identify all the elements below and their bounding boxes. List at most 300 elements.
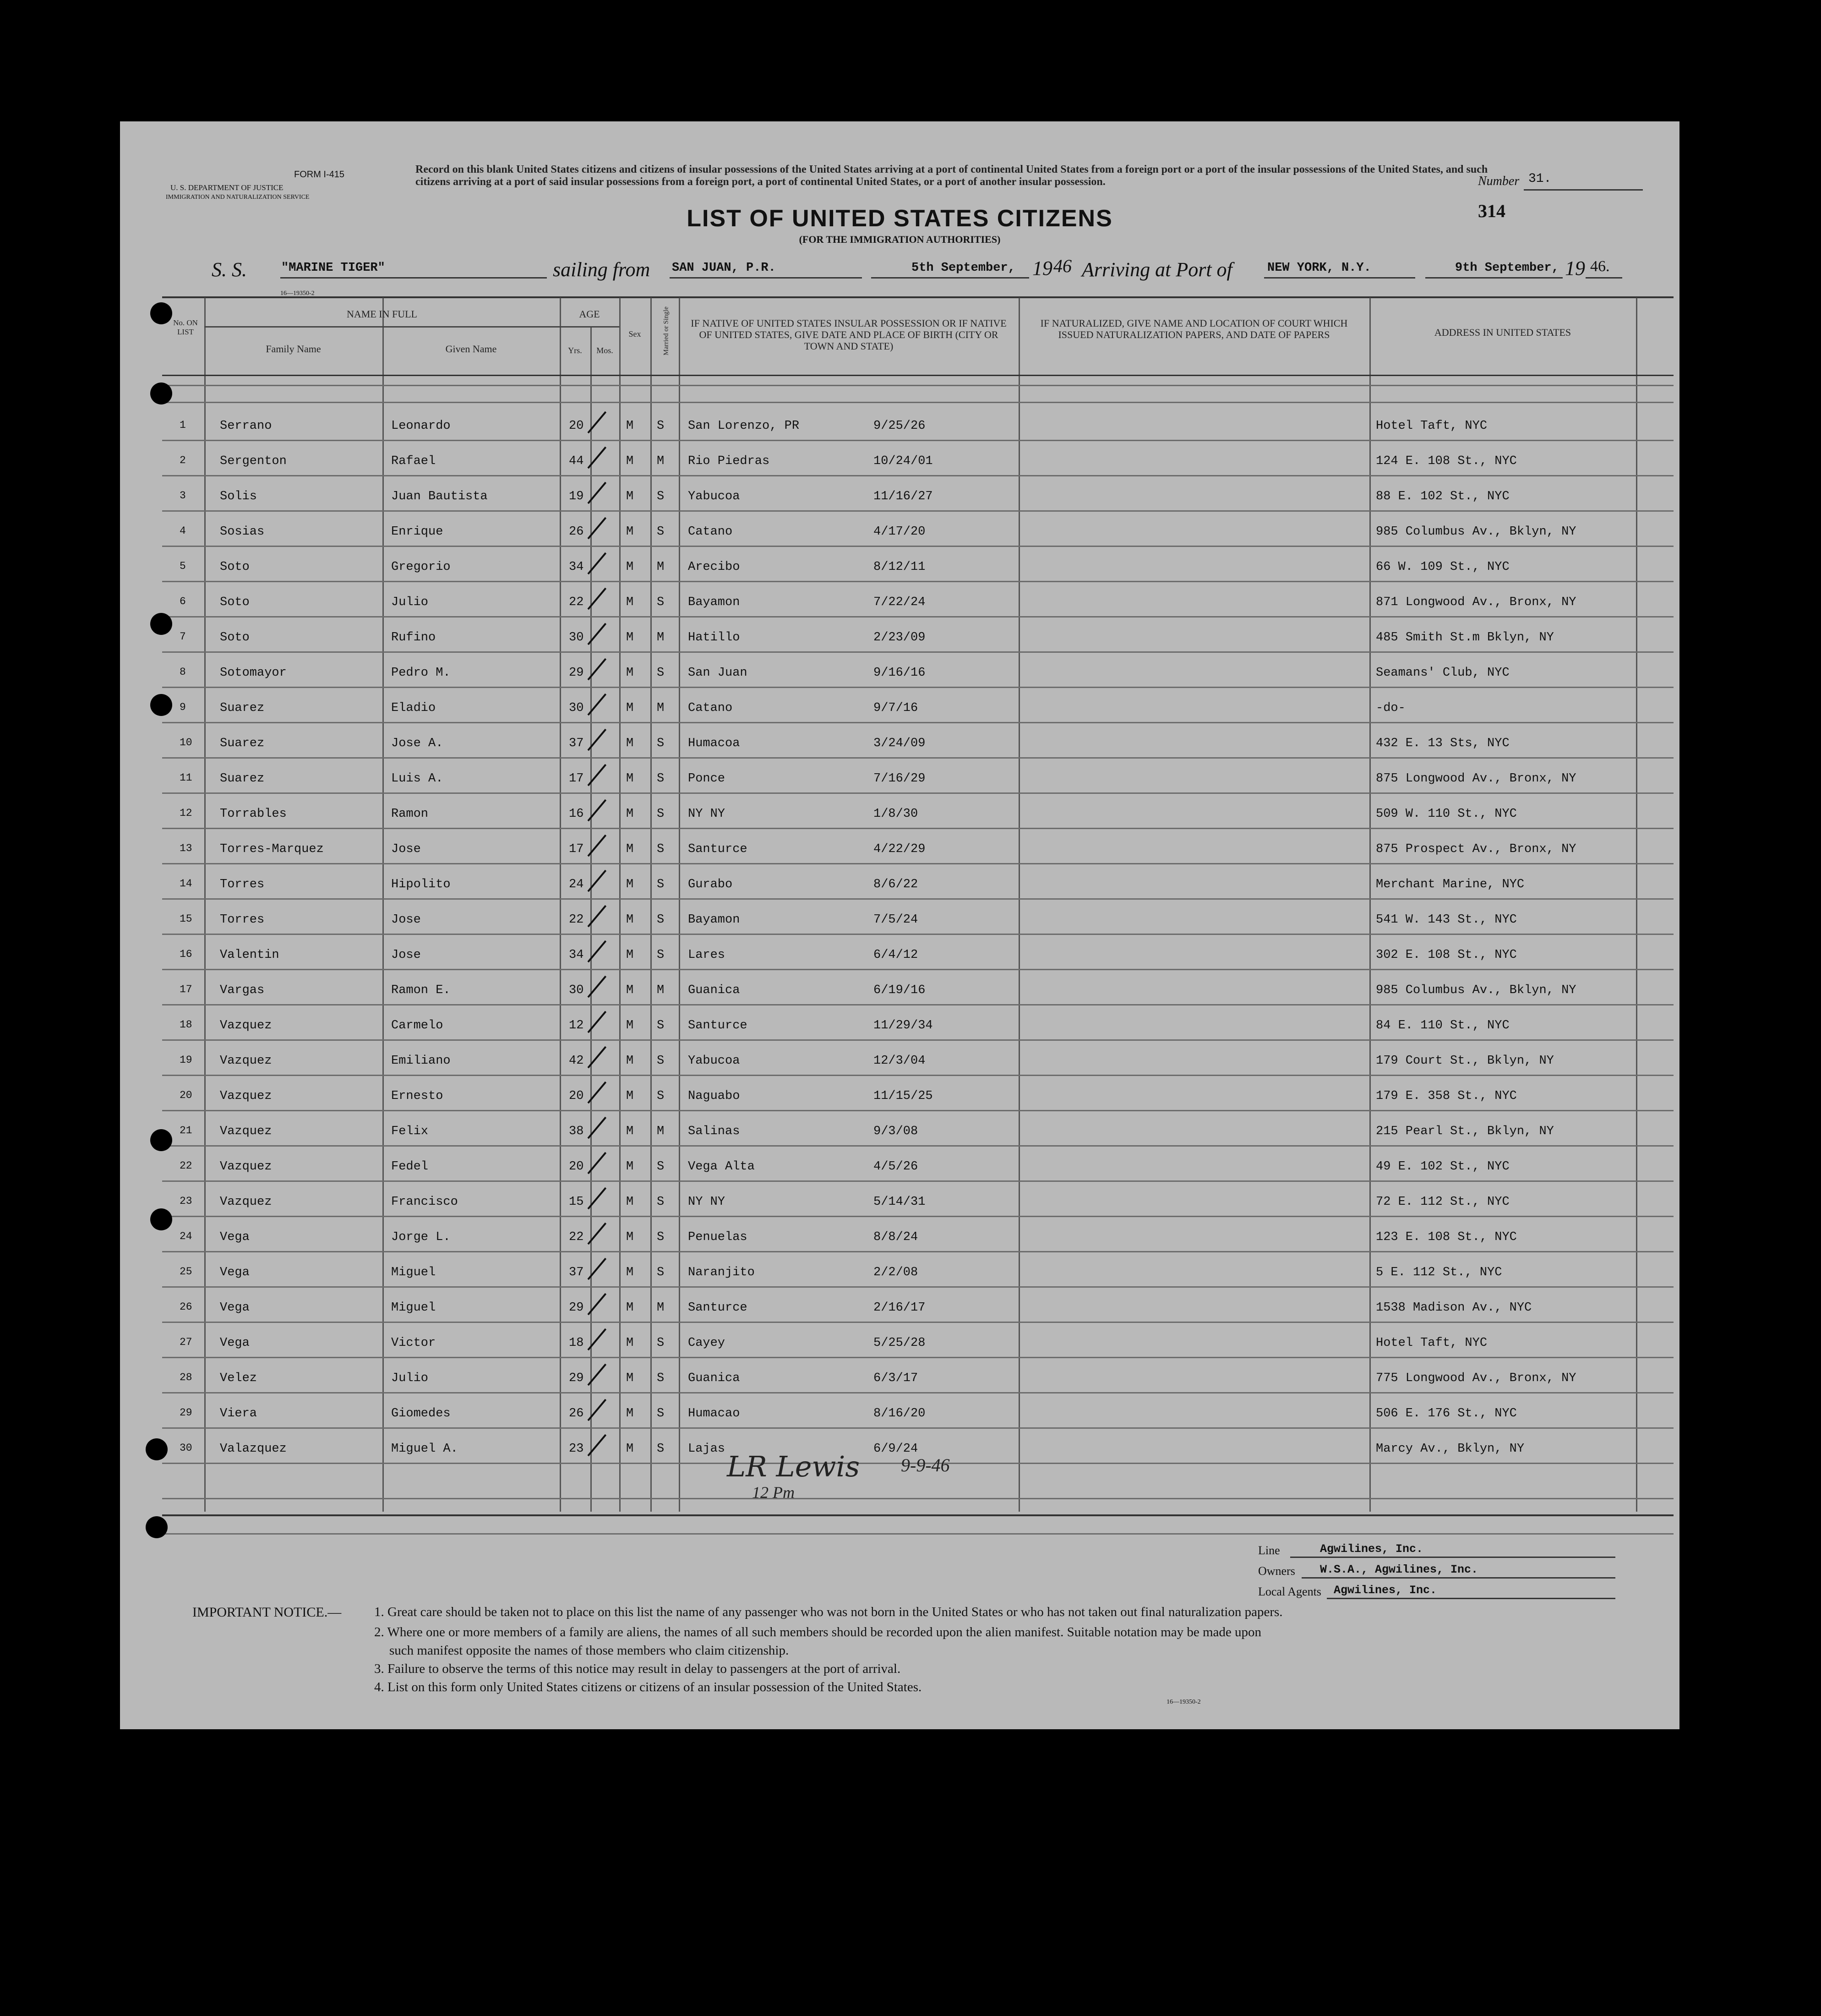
age-years: 15 [569, 1195, 584, 1209]
address: 5 E. 112 St., NYC [1376, 1266, 1502, 1279]
birth-place: Naguabo [688, 1089, 740, 1103]
depart-year: 46 [1053, 256, 1072, 276]
family-name: Vega [220, 1230, 250, 1244]
row-rule [162, 792, 1674, 794]
col-mos: Mos. [596, 346, 613, 355]
marital-status: M [657, 983, 665, 997]
family-name: Suarez [220, 772, 265, 786]
line-value: Agwilines, Inc. [1320, 1542, 1423, 1556]
sex: M [626, 1089, 634, 1103]
agents-label: Local Agents [1258, 1585, 1321, 1598]
row-rule [162, 934, 1674, 935]
age-years: 30 [569, 701, 584, 715]
family-name: Sotomayor [220, 666, 287, 680]
address: 985 Columbus Av., Bklyn, NY [1376, 983, 1576, 997]
birth-place: Bayamon [688, 596, 740, 609]
row-rule [162, 581, 1674, 582]
age-years: 29 [569, 666, 584, 680]
age-years: 42 [569, 1054, 584, 1068]
birth-place: Santurce [688, 842, 747, 856]
given-name: Julio [391, 1371, 429, 1385]
address: 509 W. 110 St., NYC [1376, 807, 1517, 821]
age-years: 22 [569, 1230, 584, 1244]
given-name: Miguel [391, 1266, 436, 1279]
punch-hole [150, 1129, 172, 1151]
col-naturalized: IF NATURALIZED, GIVE NAME AND LOCATION OF COURT WHICH ISSUED NATURALIZATION PAPERS, AND DATE OF PAPERS [1040, 317, 1348, 340]
address: Merchant Marine, NYC [1376, 878, 1525, 891]
given-name: Rufino [391, 631, 436, 645]
birth-place: Bayamon [688, 913, 740, 927]
form-code: 16—19350-2 [280, 290, 315, 297]
number-label: Number [1478, 174, 1520, 188]
sex: M [626, 1336, 634, 1350]
family-name: Soto [220, 631, 250, 645]
birth-date: 7/5/24 [873, 913, 918, 927]
given-name: Hipolito [391, 878, 451, 891]
marital-status: S [657, 419, 665, 433]
punch-hole [150, 1208, 172, 1230]
marital-status: S [657, 842, 665, 856]
sex: M [626, 878, 634, 891]
sex: M [626, 807, 634, 821]
marital-status: S [657, 1089, 665, 1103]
age-years: 37 [569, 1266, 584, 1279]
page-subtitle: (FOR THE IMMIGRATION AUTHORITIES) [799, 234, 1001, 245]
age-years: 38 [569, 1125, 584, 1138]
birth-date: 7/16/29 [873, 772, 926, 786]
sex: M [626, 631, 634, 645]
address: 775 Longwood Av., Bronx, NY [1376, 1371, 1576, 1385]
age-years: 26 [569, 1407, 584, 1420]
address: 66 W. 109 St., NYC [1376, 560, 1510, 574]
marital-status: S [657, 1442, 665, 1456]
age-years: 30 [569, 983, 584, 997]
row-number: 4 [180, 525, 186, 537]
punch-hole [150, 302, 172, 324]
row-number: 1 [180, 419, 186, 431]
age-years: 26 [569, 525, 584, 539]
row-number: 3 [180, 490, 186, 502]
row-number: 5 [180, 560, 186, 572]
row-number: 6 [180, 596, 186, 607]
given-name: Eladio [391, 701, 436, 715]
family-name: Sosias [220, 525, 265, 539]
address: Seamans' Club, NYC [1376, 666, 1510, 680]
given-name: Miguel A. [391, 1442, 458, 1456]
address: 506 E. 176 St., NYC [1376, 1407, 1517, 1420]
age-years: 17 [569, 772, 584, 786]
family-name: Viera [220, 1407, 257, 1420]
marital-status: S [657, 737, 665, 750]
address: 124 E. 108 St., NYC [1376, 454, 1517, 468]
age-years: 12 [569, 1019, 584, 1033]
birth-date: 4/17/20 [873, 525, 926, 539]
birth-place: Humacoa [688, 737, 740, 750]
row-rule [162, 1216, 1674, 1217]
marital-status: S [657, 490, 665, 503]
address: 985 Columbus Av., Bklyn, NY [1376, 525, 1576, 539]
birth-date: 9/25/26 [873, 419, 926, 433]
age-years: 29 [569, 1301, 584, 1315]
col-age: AGE [579, 308, 600, 320]
address: 432 E. 13 Sts, NYC [1376, 737, 1510, 750]
birth-date: 9/16/16 [873, 666, 926, 680]
birth-date: 2/16/17 [873, 1301, 926, 1315]
given-name: Miguel [391, 1301, 436, 1315]
depart-date: 5th September, [911, 261, 1015, 275]
age-years: 44 [569, 454, 584, 468]
address: 1538 Madison Av., NYC [1376, 1301, 1532, 1315]
row-number: 12 [180, 807, 192, 819]
birth-date: 8/12/11 [873, 560, 926, 574]
given-name: Juan Bautista [391, 490, 488, 503]
birth-place: Yabucoa [688, 490, 740, 503]
row-rule [162, 385, 1674, 386]
age-years: 34 [569, 948, 584, 962]
marital-status: M [657, 631, 665, 645]
arrival-date: 9th September, [1455, 261, 1559, 275]
notice-title: IMPORTANT NOTICE.— [192, 1605, 342, 1620]
given-name: Jorge L. [391, 1230, 451, 1244]
address: 485 Smith St.m Bklyn, NY [1376, 631, 1554, 645]
manifest-sheet [120, 121, 1679, 1729]
sex: M [626, 525, 634, 539]
col-marital: Married or Single [662, 306, 670, 355]
row-number: 27 [180, 1336, 192, 1348]
given-name: Giomedes [391, 1407, 451, 1420]
given-name: Pedro M. [391, 666, 451, 680]
birth-date: 6/4/12 [873, 948, 918, 962]
col-family-name: Family Name [266, 343, 321, 355]
family-name: Serrano [220, 419, 272, 433]
birth-place: Catano [688, 701, 733, 715]
marital-status: S [657, 1054, 665, 1068]
col-sex: Sex [628, 329, 641, 339]
row-rule [162, 402, 1674, 403]
birth-date: 2/2/08 [873, 1266, 918, 1279]
sex: M [626, 842, 634, 856]
punch-hole [146, 1516, 168, 1538]
given-name: Jose [391, 913, 421, 927]
birth-place: Arecibo [688, 560, 740, 574]
age-years: 20 [569, 1160, 584, 1174]
col-birth: IF NATIVE OF UNITED STATES INSULAR POSSESSION OR IF NATIVE OF UNITED STATES, GIVE DATE AND PLACE OF BIRTH (CITY OR TOWN AND STATE) [691, 317, 1007, 352]
birth-place: Rio Piedras [688, 454, 770, 468]
row-rule [162, 1357, 1674, 1358]
address: 875 Longwood Av., Bronx, NY [1376, 772, 1576, 786]
birth-date: 3/24/09 [873, 737, 926, 750]
address: 179 Court St., Bklyn, NY [1376, 1054, 1554, 1068]
sex: M [626, 1019, 634, 1033]
row-number: 2 [180, 454, 186, 466]
birth-date: 4/5/26 [873, 1160, 918, 1174]
row-rule [162, 757, 1674, 759]
given-name: Emiliano [391, 1054, 451, 1068]
notice-item-4: 4. List on this form only United States citizens or citizens of an insular possession of the United States. [374, 1680, 922, 1694]
given-name: Gregorio [391, 560, 451, 574]
from-port: SAN JUAN, P.R. [672, 261, 776, 275]
given-name: Felix [391, 1125, 429, 1138]
family-name: Solis [220, 490, 257, 503]
punch-hole [150, 613, 172, 635]
row-number: 19 [180, 1054, 192, 1066]
given-name: Jose [391, 842, 421, 856]
family-name: Valazquez [220, 1442, 287, 1456]
address: 871 Longwood Av., Bronx, NY [1376, 596, 1576, 609]
row-number: 17 [180, 983, 192, 995]
birth-date: 9/3/08 [873, 1125, 918, 1138]
row-number: 18 [180, 1019, 192, 1031]
row-number: 22 [180, 1160, 192, 1172]
marital-status: S [657, 1407, 665, 1420]
row-rule [162, 510, 1674, 512]
given-name: Julio [391, 596, 429, 609]
address: Marcy Av., Bklyn, NY [1376, 1442, 1525, 1456]
marital-status: S [657, 1371, 665, 1385]
birth-date: 7/22/24 [873, 596, 926, 609]
given-name: Ernesto [391, 1089, 443, 1103]
sex: M [626, 490, 634, 503]
given-name: Leonardo [391, 419, 451, 433]
sex: M [626, 737, 634, 750]
depart-year-prefix: 19 [1032, 257, 1052, 279]
birth-date: 11/29/34 [873, 1019, 933, 1033]
notice-item-1: 1. Great care should be taken not to place on this list the name of any passenger who was not born in the United States or who has not taken out final naturalization papers. [374, 1605, 1283, 1619]
sex: M [626, 1371, 634, 1385]
row-number: 20 [180, 1089, 192, 1101]
birth-date: 6/9/24 [873, 1442, 918, 1456]
line-label: Line [1258, 1544, 1280, 1557]
col-given-name: Given Name [445, 343, 497, 355]
sex: M [626, 1195, 634, 1209]
family-name: Vazquez [220, 1054, 272, 1068]
family-name: Torres [220, 878, 265, 891]
notice-item-2b: such manifest opposite the names of those members who claim citizenship. [389, 1643, 789, 1658]
col-yrs: Yrs. [568, 346, 582, 355]
birth-place: San Juan [688, 666, 747, 680]
family-name: Torrables [220, 807, 287, 821]
service-line: IMMIGRATION AND NATURALIZATION SERVICE [166, 194, 310, 201]
marital-status: M [657, 1301, 665, 1315]
birth-place: Vega Alta [688, 1160, 755, 1174]
birth-place: NY NY [688, 1195, 725, 1209]
birth-date: 8/8/24 [873, 1230, 918, 1244]
row-rule [162, 651, 1674, 653]
sailing-label: sailing from [553, 258, 650, 281]
arriving-label: Arriving at Port of [1082, 258, 1232, 281]
birth-place: Gurabo [688, 878, 733, 891]
marital-status: M [657, 454, 665, 468]
age-years: 20 [569, 1089, 584, 1103]
arrival-port: NEW YORK, N.Y. [1267, 261, 1371, 275]
age-years: 37 [569, 737, 584, 750]
row-number: 13 [180, 842, 192, 854]
marital-status: S [657, 1195, 665, 1209]
given-name: Rafael [391, 454, 436, 468]
birth-date: 5/25/28 [873, 1336, 926, 1350]
row-rule [162, 1498, 1674, 1499]
birth-place: Santurce [688, 1301, 747, 1315]
family-name: Vega [220, 1336, 250, 1350]
marital-status: S [657, 1336, 665, 1350]
row-number: 15 [180, 913, 192, 925]
sex: M [626, 454, 634, 468]
row-rule [162, 1427, 1674, 1429]
marital-status: S [657, 1266, 665, 1279]
address: -do- [1376, 701, 1406, 715]
given-name: Fedel [391, 1160, 429, 1174]
row-rule [162, 616, 1674, 617]
birth-place: San Lorenzo, PR [688, 419, 800, 433]
family-name: Suarez [220, 737, 265, 750]
arrival-year-prefix: 19 [1565, 257, 1585, 279]
birth-date: 4/22/29 [873, 842, 926, 856]
given-name: Francisco [391, 1195, 458, 1209]
marital-status: S [657, 913, 665, 927]
family-name: Vazquez [220, 1089, 272, 1103]
marital-status: S [657, 1019, 665, 1033]
birth-date: 12/3/04 [873, 1054, 926, 1068]
row-rule [162, 1322, 1674, 1323]
row-rule [162, 863, 1674, 864]
signature: LR Lewis [727, 1450, 860, 1483]
sex: M [626, 983, 634, 997]
address: 49 E. 102 St., NYC [1376, 1160, 1510, 1174]
arrival-year: 46. [1590, 258, 1610, 275]
given-name: Ramon E. [391, 983, 451, 997]
family-name: Vazquez [220, 1019, 272, 1033]
row-number: 14 [180, 878, 192, 890]
age-years: 29 [569, 1371, 584, 1385]
row-rule [162, 898, 1674, 900]
birth-place: Catano [688, 525, 733, 539]
sex: M [626, 596, 634, 609]
family-name: Vargas [220, 983, 265, 997]
row-rule [162, 1286, 1674, 1288]
age-years: 22 [569, 596, 584, 609]
marital-status: S [657, 1230, 665, 1244]
marital-status: S [657, 596, 665, 609]
family-name: Torres-Marquez [220, 842, 324, 856]
birth-date: 2/23/09 [873, 631, 926, 645]
sex: M [626, 1442, 634, 1456]
marital-status: M [657, 1125, 665, 1138]
marital-status: S [657, 948, 665, 962]
sex: M [626, 1160, 634, 1174]
signature-time: 12 Pm [752, 1483, 795, 1502]
birth-date: 6/3/17 [873, 1371, 918, 1385]
sex: M [626, 1054, 634, 1068]
row-rule [162, 1145, 1674, 1147]
page-title: LIST OF UNITED STATES CITIZENS [687, 205, 1113, 232]
row-number: 7 [180, 631, 186, 643]
address: 123 E. 108 St., NYC [1376, 1230, 1517, 1244]
address: Hotel Taft, NYC [1376, 1336, 1488, 1350]
row-rule [162, 475, 1674, 476]
marital-status: M [657, 701, 665, 715]
manifest-table [162, 296, 1674, 1516]
sex: M [626, 1301, 634, 1315]
family-name: Vega [220, 1301, 250, 1315]
form-id: FORM I-415 [294, 169, 345, 180]
marital-status: S [657, 772, 665, 786]
address: 88 E. 102 St., NYC [1376, 490, 1510, 503]
marital-status: S [657, 525, 665, 539]
row-rule [162, 722, 1674, 723]
row-number: 29 [180, 1407, 192, 1419]
age-years: 16 [569, 807, 584, 821]
age-years: 22 [569, 913, 584, 927]
row-number: 9 [180, 701, 186, 713]
birth-place: Humacao [688, 1407, 740, 1420]
sex: M [626, 1266, 634, 1279]
birth-date: 1/8/30 [873, 807, 918, 821]
address: 72 E. 112 St., NYC [1376, 1195, 1510, 1209]
family-name: Vazquez [220, 1195, 272, 1209]
number-value: 31. [1528, 172, 1552, 186]
age-years: 17 [569, 842, 584, 856]
age-years: 23 [569, 1442, 584, 1456]
row-rule [162, 828, 1674, 829]
marital-status: M [657, 560, 665, 574]
row-rule [162, 546, 1674, 547]
birth-place: Cayey [688, 1336, 725, 1350]
birth-place: Lares [688, 948, 725, 962]
punch-hole [150, 694, 172, 716]
row-number: 26 [180, 1301, 192, 1313]
given-name: Jose [391, 948, 421, 962]
address: 541 W. 143 St., NYC [1376, 913, 1517, 927]
row-number: 30 [180, 1442, 192, 1454]
family-name: Soto [220, 596, 250, 609]
family-name: Vega [220, 1266, 250, 1279]
row-rule [162, 969, 1674, 970]
birth-date: 8/6/22 [873, 878, 918, 891]
row-number: 21 [180, 1125, 192, 1136]
birth-date: 8/16/20 [873, 1407, 926, 1420]
age-years: 30 [569, 631, 584, 645]
birth-place: Lajas [688, 1442, 725, 1456]
row-number: 10 [180, 737, 192, 748]
birth-place: Santurce [688, 1019, 747, 1033]
age-years: 18 [569, 1336, 584, 1350]
family-name: Sergenton [220, 454, 287, 468]
sex: M [626, 560, 634, 574]
punch-hole [146, 1438, 168, 1460]
family-name: Vazquez [220, 1160, 272, 1174]
birth-date: 5/14/31 [873, 1195, 926, 1209]
punch-hole [150, 382, 172, 404]
owners-label: Owners [1258, 1564, 1295, 1578]
family-name: Suarez [220, 701, 265, 715]
birth-date: 11/15/25 [873, 1089, 933, 1103]
col-no: No. ON LIST [173, 318, 198, 336]
form-code-bottom: 16—19350-2 [1167, 1699, 1201, 1705]
row-rule [162, 440, 1674, 441]
family-name: Vazquez [220, 1125, 272, 1138]
birth-place: Guanica [688, 1371, 740, 1385]
birth-date: 11/16/27 [873, 490, 933, 503]
marital-status: S [657, 878, 665, 891]
ship-name: "MARINE TIGER" [281, 261, 385, 275]
family-name: Torres [220, 913, 265, 927]
agents-value: Agwilines, Inc. [1334, 1584, 1437, 1597]
age-years: 34 [569, 560, 584, 574]
sex: M [626, 1230, 634, 1244]
birth-place: Hatillo [688, 631, 740, 645]
row-rule [162, 1075, 1674, 1076]
family-name: Valentin [220, 948, 279, 962]
